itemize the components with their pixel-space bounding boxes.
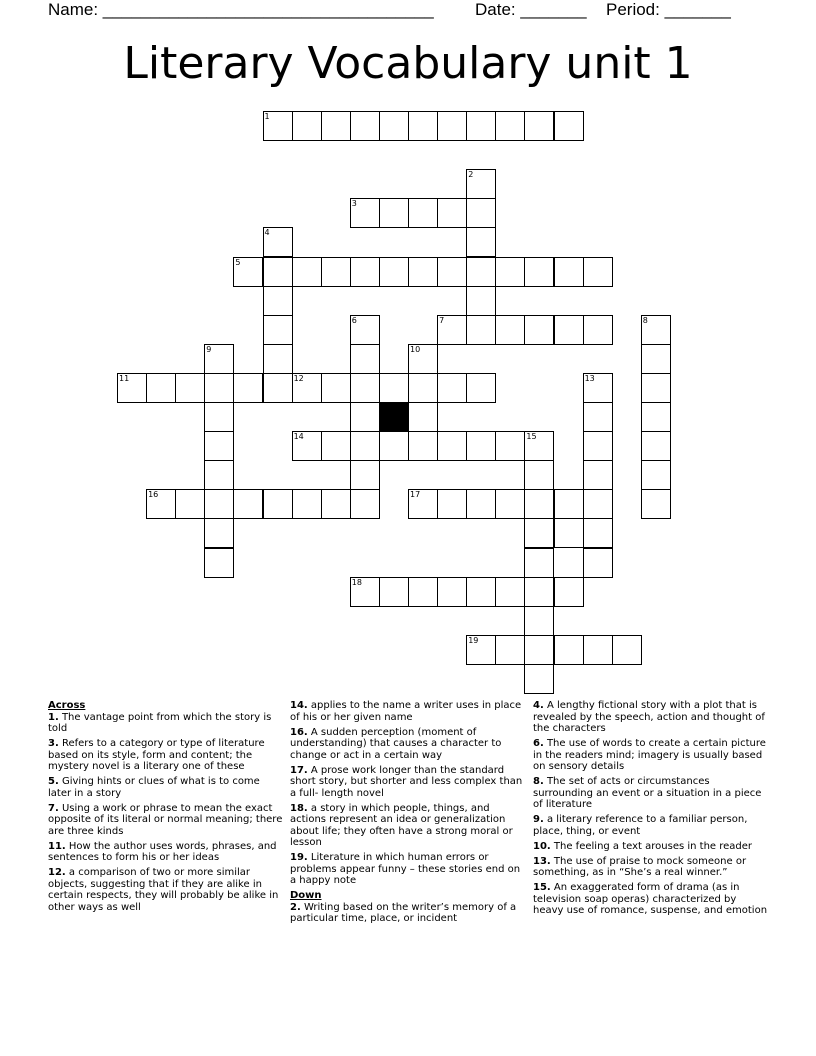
grid-cell[interactable] [641,402,671,432]
grid-cell[interactable] [350,431,380,461]
grid-cell[interactable] [524,606,554,636]
grid-cell[interactable] [350,460,380,490]
grid-cell[interactable] [379,198,409,228]
grid-cell[interactable] [495,111,525,141]
grid-cell[interactable] [292,257,322,287]
across-clue-7: 7. Using a work or phrase to mean the exact opposite of its literal or normal meaning; there are three kinds [48,802,283,837]
grid-cell[interactable] [583,460,613,490]
grid-cell[interactable] [437,431,467,461]
across-clue-18: 18. a story in which people, things, and actions represent an idea or generalization about life; they often have a strong moral or lesson [290,802,513,848]
grid-cell[interactable] [117,373,147,403]
grid-cell[interactable] [233,257,263,287]
clue-number: 15 [526,432,537,442]
clue-number: 1 [264,112,270,121]
grid-cell[interactable] [292,373,322,403]
clue-number: 18 [351,577,362,587]
across-clue-12: 12. a comparison of two or more similar objects, suggesting that if they are alike in certain respects, they will probably be alike in other ways as well [48,867,279,913]
clue-number: 6 [351,315,357,325]
grid-cell[interactable] [495,257,525,287]
grid-cell[interactable] [437,198,467,228]
grid-cell[interactable] [554,257,584,287]
grid-cell[interactable] [379,111,409,141]
grid-cell[interactable] [437,489,467,519]
grid-cell[interactable] [612,635,642,665]
grid-cell[interactable] [350,402,380,432]
across-clue-11: 11. How the author uses words, phrases, and sentences to form his or her ideas [48,840,277,863]
clue-number: 11 [119,373,130,383]
grid-cell[interactable] [379,577,409,607]
grid-cell[interactable] [233,373,263,403]
grid-cell[interactable] [263,315,293,345]
grid-cell[interactable] [408,111,438,141]
across-heading: Across [48,700,86,711]
across-clue-19: 19. Literature in which human errors or problems appear funny – these stories end on a happy note [290,852,521,886]
grid-cell[interactable] [204,460,234,490]
grid-cell[interactable] [641,460,671,490]
grid-cell[interactable] [466,257,496,287]
grid-cell[interactable] [583,315,613,345]
clue-number: 7 [439,315,445,325]
grid-cell[interactable] [408,198,438,228]
grid-cell[interactable] [321,489,351,519]
grid-cell[interactable] [524,460,554,490]
grid-cell[interactable] [466,169,496,199]
grid-cell[interactable] [583,635,613,665]
grid-cell[interactable] [641,373,671,403]
grid-cell[interactable] [263,111,293,141]
clue-number: 16 [148,490,159,500]
grid-cell[interactable] [524,111,554,141]
grid-cell[interactable] [583,431,613,461]
grid-cell[interactable] [583,257,613,287]
across-clue-5: 5. Giving hints or clues of what is to come later in a story [48,776,260,799]
grid-cell[interactable] [641,489,671,519]
grid-cell[interactable] [204,344,234,374]
grid-cell[interactable] [292,489,322,519]
down-clue-6: 6. The use of words to create a certain picture in the readers mind; imagery is usually based on sensory details [533,738,766,772]
grid-cell[interactable] [146,489,176,519]
period-field-label: Period: _______ [606,0,731,19]
grid-cell[interactable] [204,402,234,432]
grid-cell[interactable] [350,344,380,374]
clue-number: 4 [264,228,270,238]
grid-cell[interactable] [583,489,613,519]
grid-cell[interactable] [466,227,496,257]
grid-cell[interactable] [495,489,525,519]
grid-cell[interactable] [466,315,496,345]
grid-cell[interactable] [554,315,584,345]
grid-cell[interactable] [350,257,380,287]
grid-cell[interactable] [350,577,380,607]
clue-number: 17 [410,490,421,500]
grid-cell[interactable] [263,489,293,519]
grid-cell[interactable] [583,518,613,548]
grid-cell[interactable] [175,489,205,519]
grid-cell[interactable] [321,111,351,141]
grid-cell[interactable] [583,373,613,403]
grid-cell[interactable] [263,257,293,287]
clue-number: 8 [642,315,648,325]
grid-cell[interactable] [321,257,351,287]
down-clue-15: 15. An exaggerated form of drama (as in television soap operas) characterized by heavy use of romance, suspense, and emotion [533,882,768,916]
grid-cell[interactable] [350,315,380,345]
grid-cell[interactable] [495,315,525,345]
grid-cell[interactable] [583,402,613,432]
grid-cell[interactable] [437,577,467,607]
down-clue-4: 4. A lengthy fictional story with a plot that is revealed by the speech, action and thought of the characters [533,700,765,734]
clue-number: 12 [293,373,304,383]
grid-cell[interactable] [524,548,554,578]
grid-cell[interactable] [292,111,322,141]
grid-cell[interactable] [437,111,467,141]
across-clue-14: 14. applies to the name a writer uses in place of his or her given name [290,700,522,723]
grid-cell[interactable] [408,344,438,374]
grid-cell[interactable] [583,548,613,578]
across-clue-3: 3. Refers to a category or type of literature based on its style, form and content; the mystery novel is a literary one of these [48,738,265,772]
grid-cell[interactable] [321,431,351,461]
grid-cell[interactable] [292,431,322,461]
grid-cell[interactable] [495,431,525,461]
grid-cell[interactable] [554,489,584,519]
grid-cell[interactable] [263,373,293,403]
date-field-label: Date: _______ [475,0,587,19]
grid-cell[interactable] [408,577,438,607]
grid-cell[interactable] [379,373,409,403]
grid-cell[interactable] [437,315,467,345]
across-clue-1: 1. The vantage point from which the story is told [48,711,272,734]
clue-number: 19 [468,635,479,645]
grid-cell[interactable] [495,577,525,607]
grid-cell[interactable] [408,431,438,461]
clue-number: 10 [410,344,421,354]
grid-cell[interactable] [204,548,234,578]
across-clue-16: 16. A sudden perception (moment of understanding) that causes a character to change or act in a certain way [290,726,502,761]
down-clue-8: 8. The set of acts or circumstances surrounding an event or a situation in a piece of literature [533,776,762,810]
across-clue-17: 17. A prose work longer than the standard short story, but shorter and less complex than a full- length novel [290,764,523,799]
grid-cell[interactable] [466,431,496,461]
clue-number: 9 [206,344,212,354]
grid-cell[interactable] [175,373,205,403]
grid-cell[interactable] [263,344,293,374]
grid-cell[interactable] [204,373,234,403]
black-square [379,402,409,432]
grid-cell[interactable] [321,373,351,403]
grid-cell[interactable] [408,402,438,432]
grid-cell[interactable] [466,577,496,607]
down-clue-10: 10. The feeling a text arouses in the reader [533,840,753,852]
grid-cell[interactable] [379,431,409,461]
grid-cell[interactable] [641,315,671,345]
down-heading: Down [290,890,322,901]
grid-cell[interactable] [263,227,293,257]
grid-cell[interactable] [350,489,380,519]
grid-cell[interactable] [408,489,438,519]
grid-cell[interactable] [204,518,234,548]
clue-column-3 [533,700,769,920]
grid-cell[interactable] [408,257,438,287]
grid-cell[interactable] [524,664,554,694]
grid-cell[interactable] [350,198,380,228]
grid-cell[interactable] [408,373,438,403]
grid-cell[interactable] [524,635,554,665]
name-field-label: Name: ___________________________________ [48,0,434,19]
grid-cell[interactable] [524,315,554,345]
clue-number: 13 [584,373,595,383]
down-clue-9: 9. a literary reference to a familiar person, place, thing, or event [533,814,748,837]
grid-cell[interactable] [524,518,554,548]
grid-cell[interactable] [554,635,584,665]
grid-cell[interactable] [350,111,380,141]
clue-number: 5 [235,257,241,267]
grid-cell[interactable] [379,257,409,287]
grid-cell[interactable] [524,257,554,287]
grid-cell[interactable] [204,431,234,461]
grid-cell[interactable] [466,198,496,228]
clue-number: 3 [351,199,357,209]
grid-cell[interactable] [466,373,496,403]
grid-cell[interactable] [466,111,496,141]
grid-cell[interactable] [204,489,234,519]
grid-cell[interactable] [554,518,584,548]
grid-cell[interactable] [437,373,467,403]
clue-number: 14 [293,432,304,442]
grid-cell[interactable] [495,635,525,665]
page-title: Literary Vocabulary unit 1 [123,38,693,89]
grid-cell[interactable] [554,111,584,141]
grid-cell[interactable] [524,431,554,461]
grid-cell[interactable] [466,286,496,316]
grid-cell[interactable] [437,257,467,287]
grid-cell[interactable] [641,344,671,374]
clue-column-1 [48,700,284,917]
grid-cell[interactable] [524,489,554,519]
grid-cell[interactable] [350,373,380,403]
grid-cell[interactable] [554,577,584,607]
down-clue-2: 2. Writing based on the writer’s memory of a particular time, place, or incident [290,901,517,924]
grid-cell[interactable] [524,577,554,607]
grid-cell[interactable] [466,489,496,519]
grid-cell[interactable] [641,431,671,461]
grid-cell[interactable] [263,286,293,316]
clue-column-2 [290,700,526,928]
clue-number: 2 [468,170,474,180]
down-clue-13: 13. The use of praise to mock someone or something, as in “She’s a real winner.” [533,855,747,878]
grid-cell[interactable] [146,373,176,403]
grid-cell[interactable] [466,635,496,665]
grid-cell[interactable] [233,489,263,519]
